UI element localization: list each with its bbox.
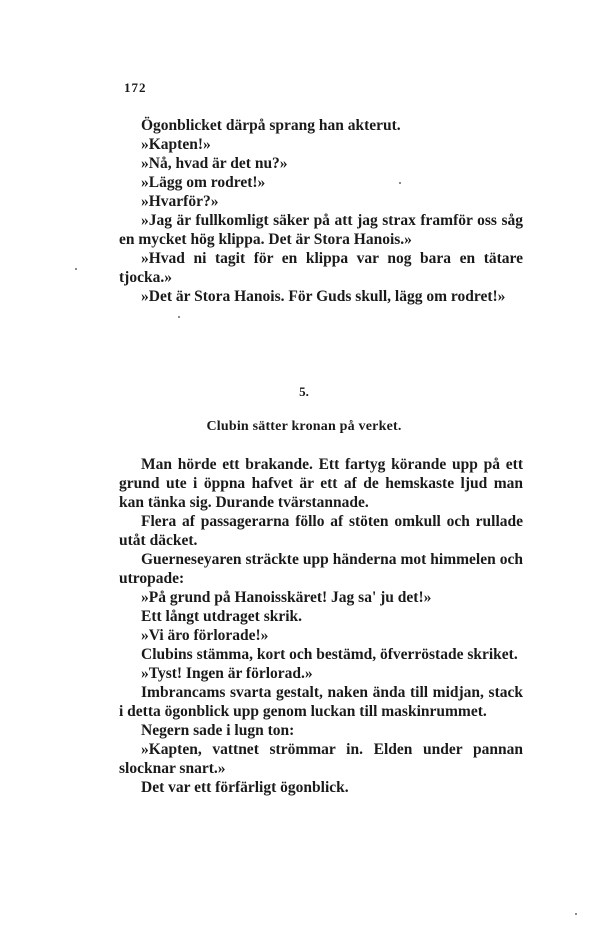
paragraph: Flera af passagerarna föllo af stöten omkull och rullade utåt däcket.	[119, 513, 523, 549]
paragraph: Negern sade i lugn ton:	[141, 722, 295, 739]
paragraph: »Hvad ni tagit för en klippa var nog bara en tätare tjocka.»	[119, 250, 523, 286]
page-number: 172	[124, 80, 147, 95]
scan-speck	[399, 182, 401, 184]
paragraph: Ett långt utdraget skrik.	[141, 608, 303, 625]
paragraph: »Kapten!»	[141, 136, 211, 153]
paragraph: Ögonblicket därpå sprang han akterut.	[141, 117, 401, 134]
paragraph: Imbrancams svarta gestalt, naken ända till midjan, stack i detta ögonblick upp genom luckan till maskinrummet.	[119, 684, 523, 720]
paragraph: »På grund på Hanoisskäret! Jag sa' ju det!»	[141, 589, 432, 606]
chapter-title: Clubin sätter kronan på verket.	[206, 419, 402, 434]
scan-speck	[575, 913, 577, 915]
paragraph: »Det är Stora Hanois. För Guds skull, lägg om rodret!»	[141, 288, 506, 305]
paragraph: Clubins stämma, kort och bestämd, öfverröstade skriket.	[141, 646, 518, 663]
paragraph: Guerneseyaren sträckte upp händerna mot himmelen och utropade:	[119, 551, 523, 587]
paragraph: »Hvarför?»	[141, 193, 219, 210]
scan-speck	[75, 268, 77, 270]
paragraph: »Nå, hvad är det nu?»	[141, 155, 288, 172]
text-block-bottom	[119, 455, 523, 797]
chapter-number: 5.	[299, 384, 309, 399]
paragraph: Man hörde ett brakande. Ett fartyg körande upp på ett grund ute i öppna hafvet är ett af de hemskaste ljud man kan tänka sig. Durande tvärstannade.	[119, 456, 523, 511]
paragraph: »Kapten, vattnet strömmar in. Elden under pannan slocknar snart.»	[119, 741, 523, 777]
scan-speck	[178, 316, 180, 318]
paragraph: »Vi äro förlorade!»	[141, 627, 269, 644]
paragraph: »Jag är fullkomligt säker på att jag strax framför oss såg en mycket hög klippa. Det är Stora Hanois.»	[119, 212, 523, 248]
paragraph: »Tyst! Ingen är förlorad.»	[141, 665, 313, 682]
paragraph: »Lägg om rodret!»	[141, 174, 266, 191]
paragraph: Det var ett förfärligt ögonblick.	[141, 779, 349, 796]
text-block-top	[119, 116, 523, 306]
